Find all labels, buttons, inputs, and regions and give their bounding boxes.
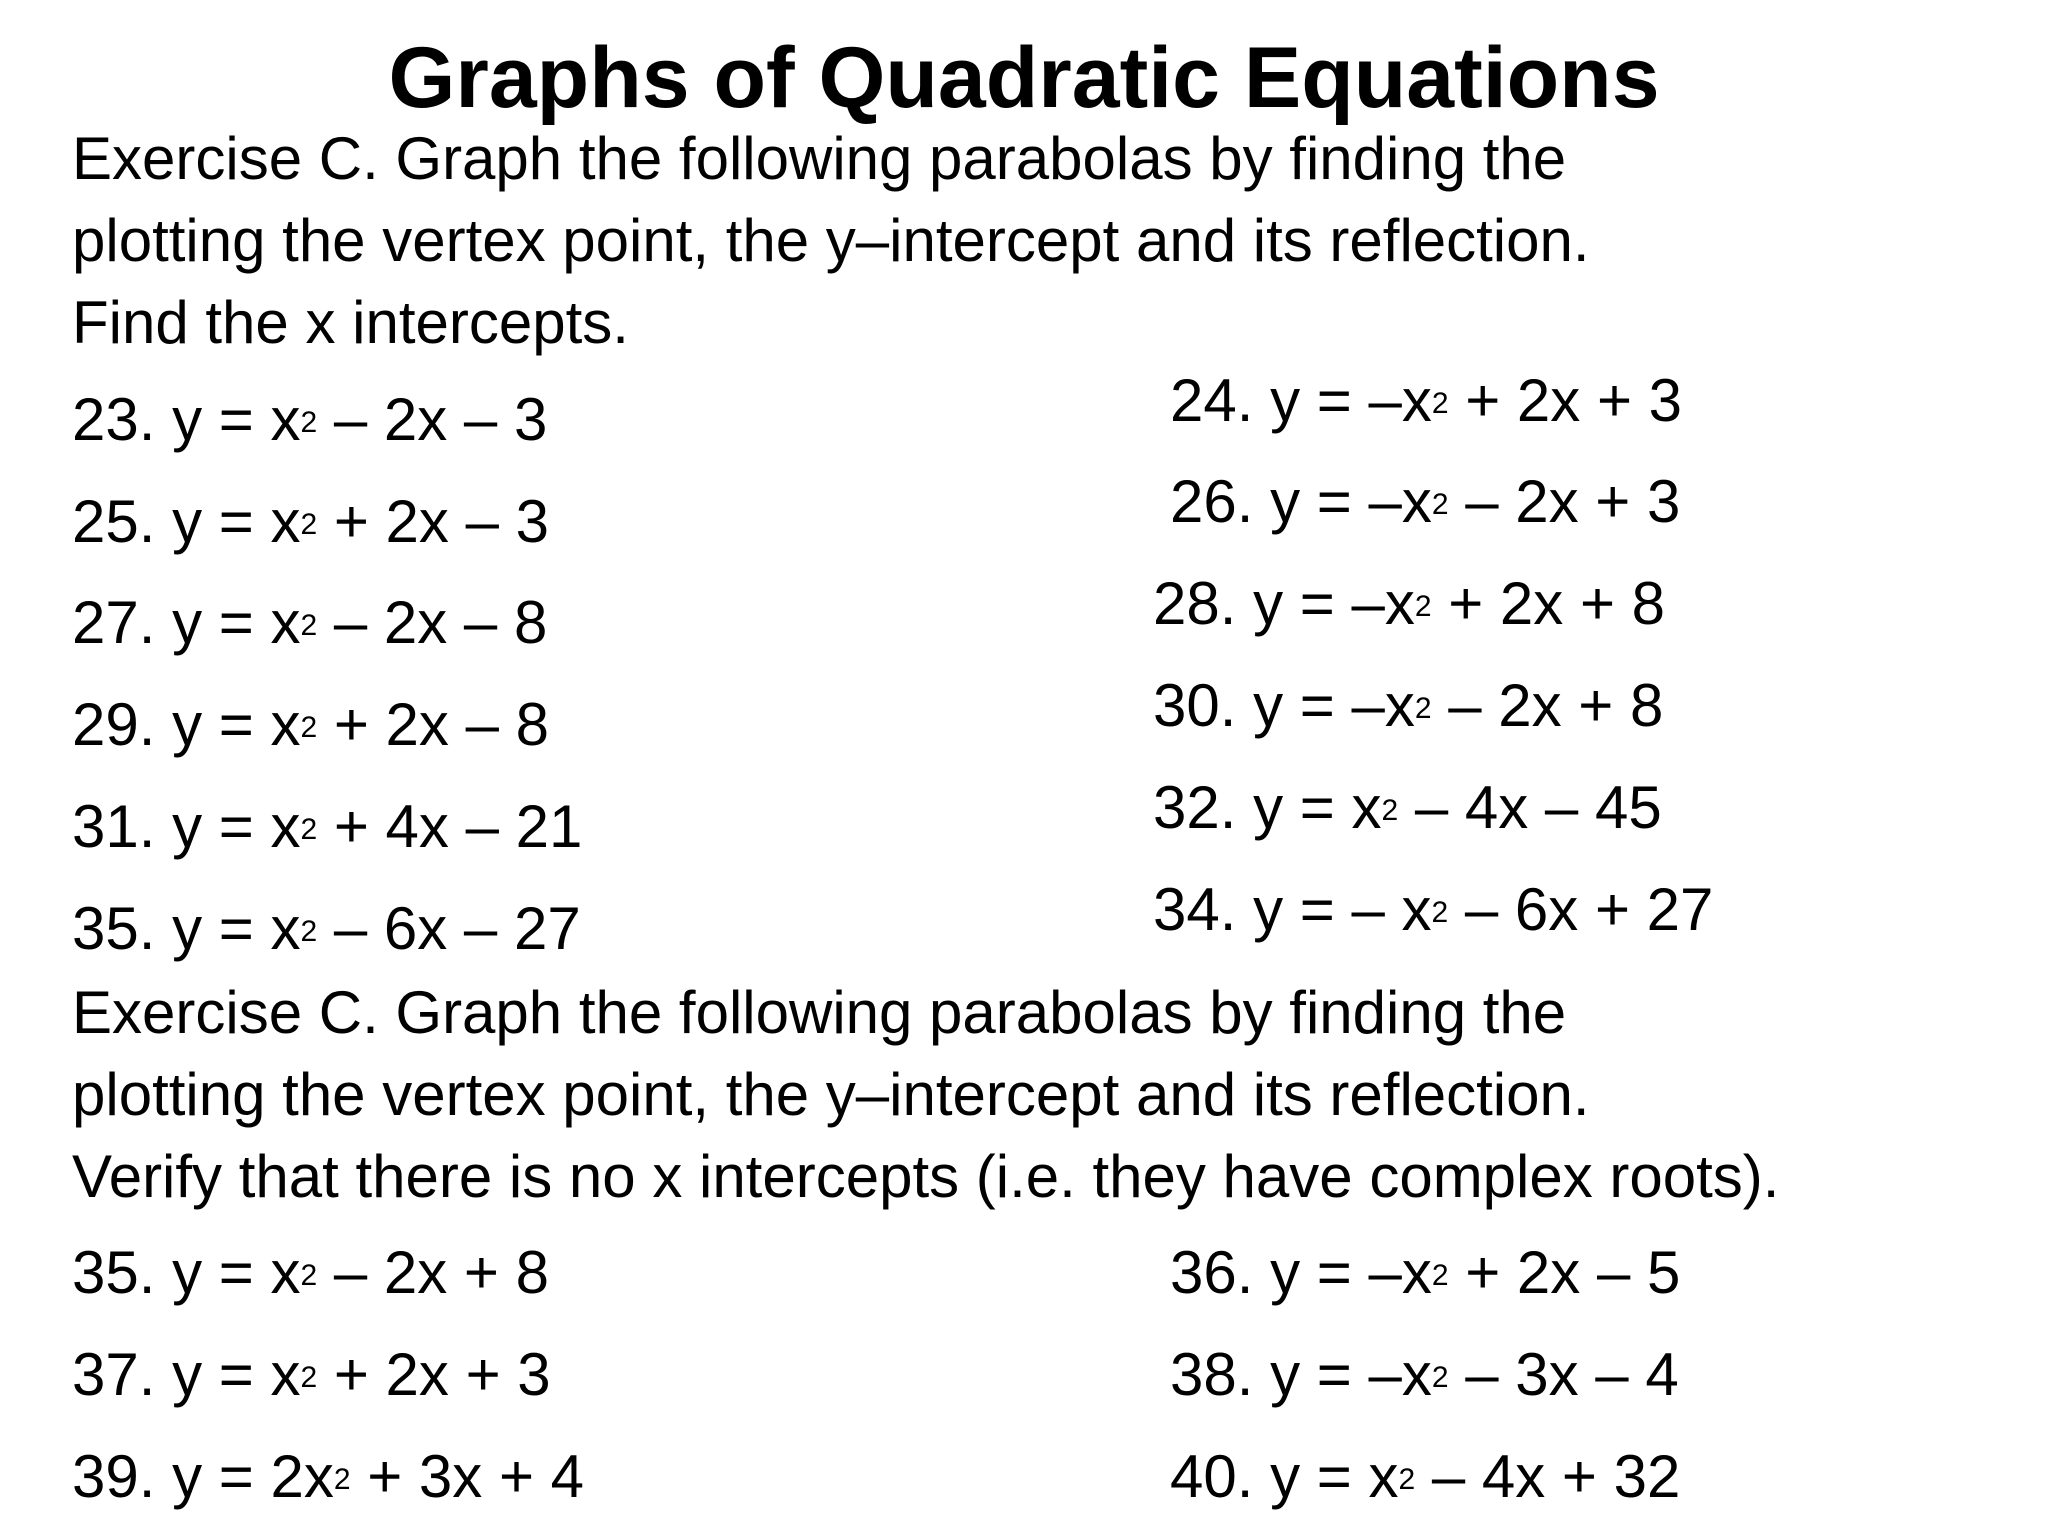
problem-23 bbox=[72, 385, 547, 455]
problem-number: 29. bbox=[72, 691, 156, 758]
equation-lhs: y = 2x bbox=[172, 1443, 334, 1510]
problem-number: 31. bbox=[72, 793, 156, 860]
equation-lhs: y = x bbox=[172, 1341, 301, 1408]
problem-39 bbox=[72, 1442, 584, 1512]
exponent: 2 bbox=[1414, 692, 1432, 725]
problem-31 bbox=[72, 792, 582, 862]
exponent: 2 bbox=[1431, 1361, 1449, 1394]
equation-rest: – 2x – 8 bbox=[317, 589, 548, 656]
exponent: 2 bbox=[1431, 1259, 1449, 1292]
problem-30 bbox=[1153, 671, 1663, 741]
page-title: Graphs of Quadratic Equations bbox=[388, 30, 1660, 126]
section1-instructions bbox=[72, 118, 1590, 364]
equation-rest: + 2x – 3 bbox=[317, 488, 549, 555]
exponent: 2 bbox=[300, 915, 318, 948]
equation-lhs: y = –x bbox=[1270, 1239, 1432, 1306]
problem-35b bbox=[72, 1238, 549, 1308]
exponent: 2 bbox=[1431, 896, 1449, 929]
problem-24 bbox=[1170, 366, 1682, 436]
equation-rest: + 3x + 4 bbox=[350, 1443, 585, 1510]
section2-instruction-line: plotting the vertex point, the y–intercept and its reflection. bbox=[72, 1061, 1590, 1128]
exponent: 2 bbox=[300, 508, 318, 541]
exponent: 2 bbox=[300, 609, 318, 642]
section2-instructions bbox=[72, 972, 1779, 1218]
exponent: 2 bbox=[1414, 590, 1432, 623]
equation-rest: + 4x – 21 bbox=[317, 793, 583, 860]
equation-lhs: y = –x bbox=[1253, 672, 1415, 739]
problem-number: 36. bbox=[1170, 1239, 1254, 1306]
problem-number: 28. bbox=[1153, 570, 1237, 637]
exponent: 2 bbox=[300, 406, 318, 439]
equation-rest: – 2x – 3 bbox=[317, 386, 548, 453]
equation-lhs: y = x bbox=[172, 488, 301, 555]
problem-number: 30. bbox=[1153, 672, 1237, 739]
section2-instruction-line: Verify that there is no x intercepts (i.e. they have complex roots). bbox=[72, 1143, 1780, 1210]
section1-instruction-line: Find the x intercepts. bbox=[72, 289, 629, 356]
equation-lhs: y = x bbox=[172, 386, 301, 453]
exponent: 2 bbox=[1431, 488, 1449, 521]
equation-lhs: y = –x bbox=[1270, 468, 1432, 535]
equation-lhs: y = x bbox=[1270, 1443, 1399, 1510]
equation-rest: – 3x – 4 bbox=[1448, 1341, 1679, 1408]
problem-40 bbox=[1170, 1442, 1680, 1512]
problem-34 bbox=[1153, 875, 1713, 945]
problem-number: 26. bbox=[1170, 468, 1254, 535]
problem-38 bbox=[1170, 1340, 1679, 1410]
equation-lhs: y = x bbox=[172, 589, 301, 656]
problem-number: 24. bbox=[1170, 367, 1254, 434]
exponent: 2 bbox=[300, 1259, 318, 1292]
problem-number: 27. bbox=[72, 589, 156, 656]
exponent: 2 bbox=[300, 711, 318, 744]
equation-rest: + 2x – 5 bbox=[1448, 1239, 1681, 1306]
problem-number: 35. bbox=[72, 1239, 156, 1306]
exponent: 2 bbox=[300, 1361, 318, 1394]
equation-lhs: y = –x bbox=[1270, 1341, 1432, 1408]
problem-number: 35. bbox=[72, 895, 156, 962]
section1-instruction-line: Exercise C. Graph the following parabolas by finding the bbox=[72, 125, 1567, 192]
equation-lhs: y = x bbox=[172, 793, 301, 860]
problem-number: 39. bbox=[72, 1443, 156, 1510]
equation-rest: – 2x + 3 bbox=[1448, 468, 1681, 535]
equation-lhs: y = –x bbox=[1253, 570, 1415, 637]
equation-rest: + 2x – 8 bbox=[317, 691, 549, 758]
exponent: 2 bbox=[333, 1463, 351, 1496]
equation-rest: – 2x + 8 bbox=[317, 1239, 549, 1306]
problem-29 bbox=[72, 690, 549, 760]
exponent: 2 bbox=[1398, 1463, 1416, 1496]
equation-lhs: y = –x bbox=[1270, 367, 1432, 434]
problem-32 bbox=[1153, 773, 1662, 843]
equation-lhs: y = – x bbox=[1253, 876, 1432, 943]
equation-rest: – 6x – 27 bbox=[317, 895, 581, 962]
equation-rest: + 2x + 3 bbox=[1448, 367, 1683, 434]
problem-35a bbox=[72, 894, 581, 964]
equation-rest: + 2x + 8 bbox=[1431, 570, 1666, 637]
problem-number: 40. bbox=[1170, 1443, 1254, 1510]
exponent: 2 bbox=[1381, 794, 1399, 827]
section2-instruction-line: Exercise C. Graph the following parabolas by finding the bbox=[72, 979, 1567, 1046]
problem-28 bbox=[1153, 569, 1665, 639]
exponent: 2 bbox=[300, 813, 318, 846]
equation-lhs: y = x bbox=[172, 895, 301, 962]
exponent: 2 bbox=[1431, 387, 1449, 420]
equation-lhs: y = x bbox=[1253, 774, 1382, 841]
problem-number: 37. bbox=[72, 1341, 156, 1408]
problem-25 bbox=[72, 487, 549, 557]
section1-instruction-line: plotting the vertex point, the y–intercept and its reflection. bbox=[72, 207, 1590, 274]
problem-number: 23. bbox=[72, 386, 156, 453]
problem-number: 38. bbox=[1170, 1341, 1254, 1408]
problem-number: 25. bbox=[72, 488, 156, 555]
equation-rest: + 2x + 3 bbox=[317, 1341, 551, 1408]
equation-lhs: y = x bbox=[172, 1239, 301, 1306]
problem-36 bbox=[1170, 1238, 1680, 1308]
equation-rest: – 2x + 8 bbox=[1431, 672, 1664, 739]
problem-26 bbox=[1170, 467, 1680, 537]
equation-rest: – 4x – 45 bbox=[1398, 774, 1662, 841]
equation-rest: – 6x + 27 bbox=[1448, 876, 1714, 943]
problem-27 bbox=[72, 588, 547, 658]
problem-number: 32. bbox=[1153, 774, 1237, 841]
problem-number: 34. bbox=[1153, 876, 1237, 943]
equation-lhs: y = x bbox=[172, 691, 301, 758]
problem-37 bbox=[72, 1340, 551, 1410]
equation-rest: – 4x + 32 bbox=[1415, 1443, 1681, 1510]
